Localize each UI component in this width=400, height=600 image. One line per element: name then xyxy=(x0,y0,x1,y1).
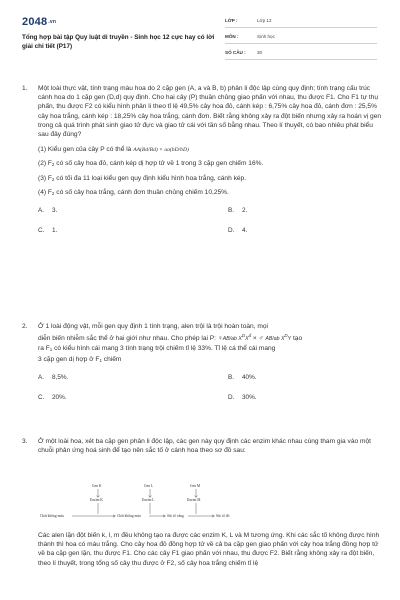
subscript: 1 xyxy=(49,347,53,353)
gene-k-label: Gen K xyxy=(92,484,102,488)
statement-text: có số cây hoa trắng, cánh đơn thuần chủng chiếm 10,25%. xyxy=(54,188,229,196)
question-body xyxy=(38,531,382,568)
question-text: Ở một loài hoa, xét ba cặp gen phân li độc lập, các gen này quy định các enzim khác nhau cùng tham gia vào một chuỗi phản ứng hoá sinh để tạo nên sắc tố ở cánh hoa theo sơ đồ sau: xyxy=(38,438,371,455)
substrate-1-label: Chất không màu xyxy=(40,514,64,518)
pigment-yellow-label: Sắc tố vàng xyxy=(167,514,184,518)
subscript: 2 xyxy=(51,162,55,168)
option-letter: D. xyxy=(228,393,235,401)
genotype: AB/ab X xyxy=(265,336,285,343)
superscript: D xyxy=(284,333,288,339)
option-text: 40%. xyxy=(242,373,257,381)
genotype: AB/ab X xyxy=(222,336,242,343)
genotype-formula: AA(Bd/Bd) × aa(bD/bD) xyxy=(133,147,189,154)
option-letter: A. xyxy=(38,207,45,215)
enzyme-m-label: Enzim M xyxy=(187,498,201,502)
substrate-2-label: Chất không màu xyxy=(117,514,141,518)
meta-value: Sinh học xyxy=(257,34,275,39)
question-text: diễn biến nhiễm sắc thể ở hai giới như nhau. Cho phép lai P: ♀ xyxy=(38,335,223,343)
option-text: 3. xyxy=(52,207,58,215)
statement-text: (2) F xyxy=(38,160,52,168)
option-letter: C. xyxy=(38,227,45,235)
subscript: 1 xyxy=(99,357,102,363)
question-text: có kiểu hình cái mang 3 tính trạng trội chiếm tỉ lệ 33%. Tỉ lệ cá thể cái mang xyxy=(52,345,276,353)
statement-text: (1) Kiểu gen của cây P có thể là xyxy=(38,146,132,154)
meta-key: LỚP : xyxy=(225,18,238,23)
statement-text: có số cây hoa đỏ, cánh kép dị hợp tử về 1 trong 3 cặp gen chiếm 16%. xyxy=(54,160,264,168)
question-text: 3 cặp gen dị hợp ở F xyxy=(38,355,100,363)
document-title: Tổng hợp bài tập Quy luật di truyền - Sinh học 12 cực hay có lời giải chi tiết (P17) xyxy=(22,34,215,50)
enzyme-k-label: Enzim K xyxy=(90,498,103,502)
option-letter: B. xyxy=(228,207,235,215)
superscript: d xyxy=(248,333,252,339)
enzyme-l-label: Enzim L xyxy=(142,498,155,502)
subscript: 2 xyxy=(51,176,55,182)
option-text: 2. xyxy=(242,207,248,215)
brand-suffix: .vn xyxy=(48,19,57,26)
superscript: D xyxy=(241,333,246,339)
meta-value: Lớp 12 xyxy=(257,18,272,23)
question-number: 1. xyxy=(22,85,28,92)
question-text: Một loài thực vật, tính trạng màu hoa do 2 cặp gen (A, a và B, b) phân li độc lập cùng quy định; tính trạng cấu trúc cánh hoa do 1 cặp gen (D,d) quy định. Cho hai cây (P) thuần chủng giao phấn với nhau, thu được F1. Cho F1 tự thụ phấn, thu được F2 có kiểu hình phân li theo tỉ lệ 49,5% cây hoa đỏ, cánh kép : 6,75% cây hoa đỏ, cánh đơn : 25,5% cây hoa trắng, cánh kép : 18,25% cây hoa trắng, cánh đơn. Biết rằng không xảy ra đột biến nhưng xảy ra hoán vị gen trong cả quá trình phát sinh giao tử đực và giao tử cái với tần số bằng nhau. Theo lí thuyết, có bao nhiêu phát biểu sau đây đúng? xyxy=(38,85,382,139)
meta-key: SỐ CÂU : xyxy=(225,50,246,55)
question-line: Ở 1 loài động vật, mỗi gen quy định 1 tính trạng, alen trội là trội hoàn toàn, mọi xyxy=(38,323,268,330)
meta-value: 30 xyxy=(257,50,263,55)
genotype: X xyxy=(245,336,249,343)
question-text: ra F xyxy=(38,345,50,353)
question-text: chiếm xyxy=(101,355,122,363)
option-text: 4. xyxy=(242,227,248,235)
pigment-red-label: Sắc tố đỏ xyxy=(216,514,230,518)
option-letter: B. xyxy=(228,373,235,381)
question-text: tạo xyxy=(291,335,303,343)
statement-text: có tối đa 11 loại kiểu gen quy định kiểu hình hoa trắng, cánh kép. xyxy=(54,174,247,182)
brand-name: 2048 xyxy=(22,16,48,28)
question-text: Các alen lặn đột biến k, l, m đều không tạo ra được các enzim K, L và M tương ứng. Khi các sắc tố không được hình thành thì hoa có màu trắng. Cho cây hoa đỏ đồng hợp tử về cả ba cặp gen giao phấn với cây hoa trắng đồng hợp tử về ba cặp gen lặn, thu được F1. Cho các cây F1 giao phấn với nhau, thu được F2. Biết rằng không xảy ra đột biến, theo lí thuyết, trong tổng số cây thu được ở F2, số cây hoa trắng chiếm tỉ lệ xyxy=(38,532,380,567)
option-text: 8,5%. xyxy=(52,373,69,381)
meta-key: MÔN : xyxy=(225,34,239,39)
question-number: 3. xyxy=(22,438,28,445)
option-text: 1. xyxy=(52,227,58,235)
gene-l-label: Gen L xyxy=(144,484,154,488)
subscript: 2 xyxy=(51,190,55,196)
genotype: Y xyxy=(287,336,292,343)
option-text: 30%. xyxy=(242,393,257,401)
option-letter: D. xyxy=(228,227,235,235)
option-text: 20%. xyxy=(52,393,67,401)
cross-symbol: × ♂ xyxy=(251,335,266,343)
question-number: 2. xyxy=(22,323,28,330)
statement-text: (4) F xyxy=(38,188,52,196)
option-letter: A. xyxy=(38,373,45,381)
gene-m-label: Gen M xyxy=(190,484,201,488)
statement-text: (3) F xyxy=(38,174,52,182)
option-letter: C. xyxy=(38,393,45,401)
